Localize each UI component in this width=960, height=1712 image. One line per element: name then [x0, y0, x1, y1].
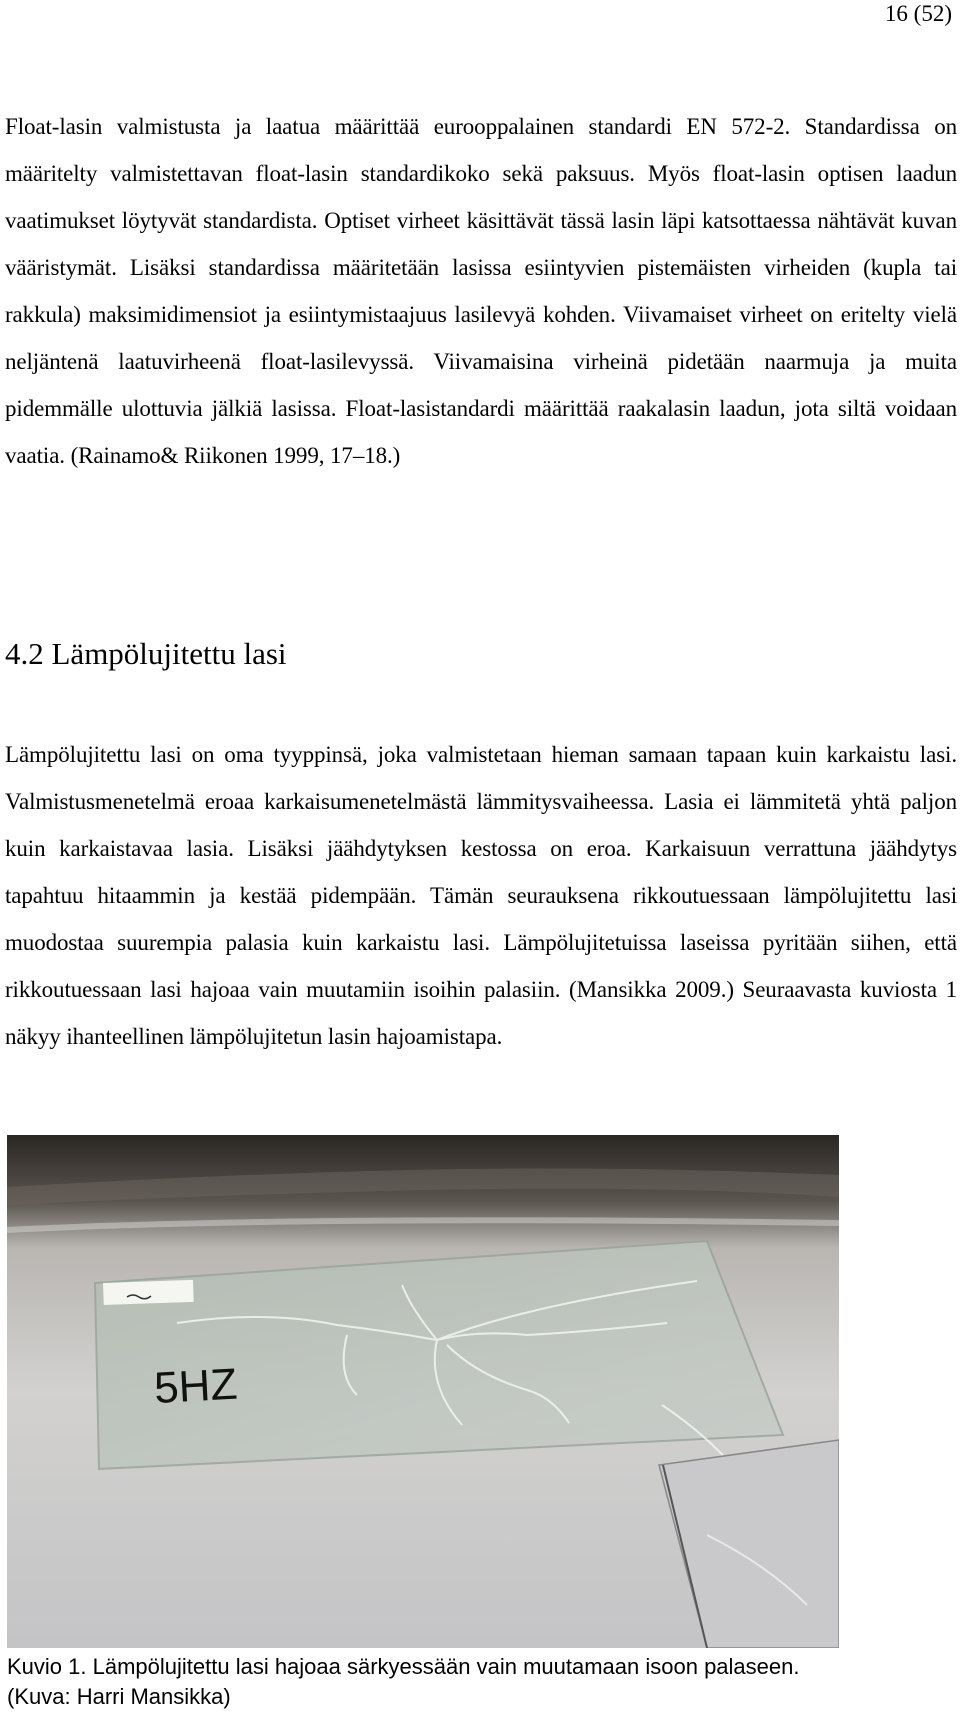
figure-photo-broken-glass — [7, 1135, 839, 1648]
figure-caption — [7, 1652, 947, 1712]
body-paragraph-heat-strengthened-glass: Lämpölujitettu lasi on oma tyyppinsä, joka valmistetaan hieman samaan tapaan kuin karkaistu lasi. Valmistusmenetelmä eroaa karkaisumenetelmästä lämmitysvaiheessa. Lasia ei lämmitetä yhtä paljon kuin karkaistavaa lasia. Lisäksi jäähdytyksen kestossa on eroa. Karkaisuun verrattuna jäähdytys tapahtuu hitaammin ja kestää pidempään. Tämän seurauksena rikkoutuessaan lämpölujitettu lasi muodostaa suurempia palasia kuin karkaistu lasi. Lämpölujitetuissa laseissa pyritään siihen, että rikkoutuessaan lasi hajoaa vain muutamiin isoihin palasiin. (Mansikka 2009.) Seuraavasta kuviosta 1 näkyy ihanteellinen lämpölujitetun lasin hajoamistapa. — [5, 742, 957, 1049]
caption-line-2: (Kuva: Harri Mansikka) — [7, 1684, 231, 1709]
page-number: 16 (52) — [884, 1, 952, 26]
white-label — [103, 1280, 194, 1305]
photo-handwriting: 5HZ — [152, 1359, 239, 1413]
section-heading: 4.2 Lämpölujitettu lasi — [5, 636, 287, 671]
body-paragraph-float-glass: Float-lasin valmistusta ja laatua määrittää eurooppalainen standardi EN 572-2. Standardissa on määritelty valmistettavan float-lasin standardikoko sekä paksuus. Myös float-lasin optisen laadun vaatimukset löytyvät standardista. Optiset virheet käsittävät tässä lasin läpi katsottaessa nähtävät kuvan vääristymät. Lisäksi standardissa määritetään lasissa esiintyvien pistemäisten virheiden (kupla tai rakkula) maksimidimensiot ja esiintymistaajuus lasilevyä kohden. Viivamaiset virheet on eritelty vielä neljäntenä laatuvirheenä float-lasilevyssä. Viivamaisina virheinä pidetään naarmuja ja muita pidemmälle ulottuvia jälkiä lasissa. Float-lasistandardi määrittää raakalasin laadun, jota siltä voidaan vaatia. (Rainamo& Riikonen 1999, 17–18.) — [5, 114, 957, 468]
caption-line-1: Kuvio 1. Lämpölujitettu lasi hajoaa särkyessään vain muutamaan isoon palaseen. — [7, 1654, 800, 1679]
